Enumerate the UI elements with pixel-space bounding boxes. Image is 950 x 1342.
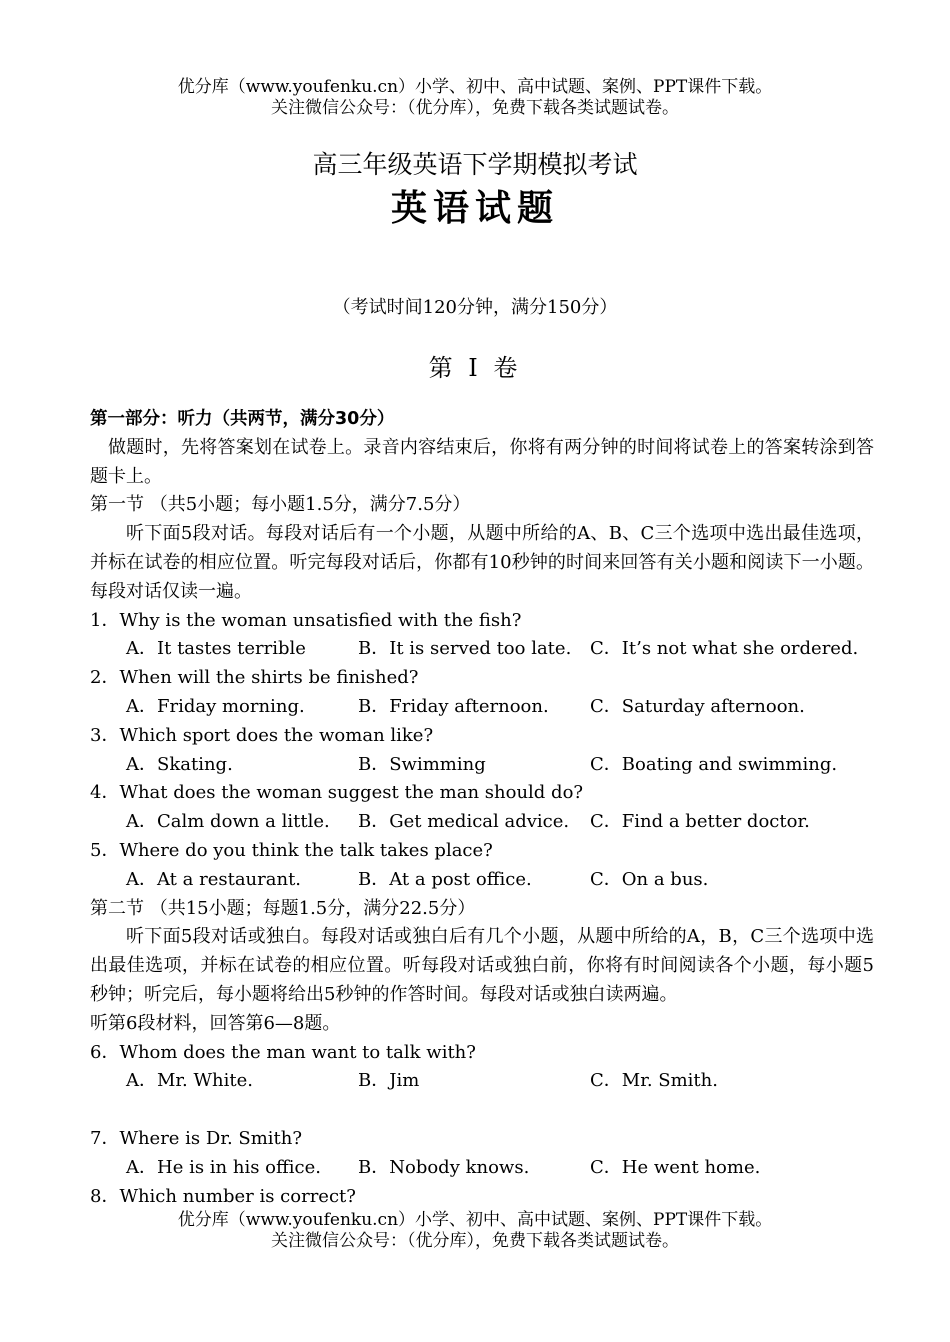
question-stem: 2．When will the shirts be finished? bbox=[90, 667, 419, 689]
question-options bbox=[90, 1067, 874, 1096]
question-options bbox=[90, 866, 874, 895]
option-c: C．Mr. Smith. bbox=[590, 1070, 718, 1092]
option-a: A．Skating. bbox=[126, 753, 233, 775]
option-a: A．He is in his office. bbox=[126, 1156, 322, 1178]
page-footer bbox=[0, 1210, 950, 1252]
question-stem: 5．Where do you think the talk takes place? bbox=[90, 839, 493, 861]
blank-spacer bbox=[90, 1096, 874, 1125]
part1-intro: 做题时，先将答案划在试卷上。录音内容结束后，你将有两分钟的时间将试卷上的答案转涂到答题卡上。 bbox=[90, 436, 874, 487]
option-b: B．Get medical advice. bbox=[358, 811, 570, 833]
option-a: A．It tastes terrible bbox=[126, 638, 306, 660]
option-b: B．It is served too late. bbox=[358, 638, 572, 660]
footer-line-1: 优分库（www.youfenku.cn）小学、初中、高中试题、案例、PPT课件下载。 bbox=[177, 1210, 773, 1230]
option-b: B．Friday afternoon. bbox=[358, 695, 549, 717]
question-options bbox=[90, 751, 874, 780]
exam-content bbox=[90, 405, 874, 1211]
option-b: B．Jim bbox=[358, 1070, 420, 1092]
footer-line-2: 关注微信公众号：（优分库），免费下载各类试题试卷。 bbox=[271, 1231, 679, 1251]
exam-subtitle: 高三年级英语下学期模拟考试 bbox=[312, 150, 638, 179]
exam-info: （考试时间120分钟，满分150分） bbox=[332, 297, 618, 318]
option-a: A．Friday morning. bbox=[126, 695, 305, 717]
volume-heading: 第 I 卷 bbox=[428, 354, 522, 382]
section2-title: 第二节 （共15小题；每题1.5分，满分22.5分） bbox=[90, 897, 476, 919]
section1-intro: 听下面5段对话。每段对话后有一个小题，从题中所给的A、B、C三个选项中选出最佳选项，并标在试卷的相应位置。听完每段对话后，你都有10秒钟的时间来回答有关小题和阅读下一小题。每段对话仅读一遍。 bbox=[90, 523, 874, 602]
question-stem: 8．Which number is correct? bbox=[90, 1185, 356, 1207]
question-stem: 3．Which sport does the woman like? bbox=[90, 724, 434, 746]
header-line-2: 关注微信公众号：（优分库），免费下载各类试题试卷。 bbox=[271, 98, 679, 118]
option-b: B．Nobody knows. bbox=[358, 1156, 530, 1178]
option-b: B．At a post office. bbox=[358, 868, 532, 890]
question-options bbox=[90, 635, 874, 664]
question-options bbox=[90, 693, 874, 722]
section2-intro: 听下面5段对话或独白。每段对话或独白后有几个小题，从题中所给的A，B，C三个选项中选出最佳选项，并标在试卷的相应位置。听每段对话或独白前，你将有时间阅读各个小题，每小题5秒钟；听完后，每小题将给出5秒钟的作答时间。每段对话或独白读两遍。 bbox=[90, 926, 874, 1005]
question-options bbox=[90, 808, 874, 837]
header-line-1: 优分库（www.youfenku.cn）小学、初中、高中试题、案例、PPT课件下载。 bbox=[177, 77, 773, 97]
exam-title: 英语试题 bbox=[390, 187, 559, 229]
option-b: B．Swimming bbox=[358, 753, 486, 775]
section1-title: 第一节 （共5小题；每小题1.5分，满分7.5分） bbox=[90, 494, 471, 516]
section2-material: 听第6段材料，回答第6—8题。 bbox=[90, 1012, 341, 1034]
option-c: C．On a bus. bbox=[590, 868, 709, 890]
question-stem: 7．Where is Dr. Smith? bbox=[90, 1127, 303, 1149]
option-c: C．He went home. bbox=[590, 1156, 761, 1178]
option-a: A．Calm down a little. bbox=[126, 811, 330, 833]
option-a: A．At a restaurant. bbox=[126, 868, 302, 890]
page-header bbox=[0, 77, 950, 119]
option-c: C．Saturday afternoon. bbox=[590, 695, 805, 717]
question-options bbox=[90, 1154, 874, 1183]
option-c: C．Find a better doctor. bbox=[590, 811, 810, 833]
option-a: A．Mr. White. bbox=[126, 1070, 253, 1092]
question-stem: 6．Whom does the man want to talk with? bbox=[90, 1041, 476, 1063]
question-stem: 1．Why is the woman unsatisfied with the fish? bbox=[90, 609, 522, 631]
option-c: C．Boating and swimming. bbox=[590, 753, 838, 775]
option-c: C．It’s not what she ordered. bbox=[590, 638, 859, 660]
part1-title: 第一部分：听力（共两节，满分30分） bbox=[90, 409, 395, 429]
question-stem: 4．What does the woman suggest the man should do? bbox=[90, 782, 584, 804]
